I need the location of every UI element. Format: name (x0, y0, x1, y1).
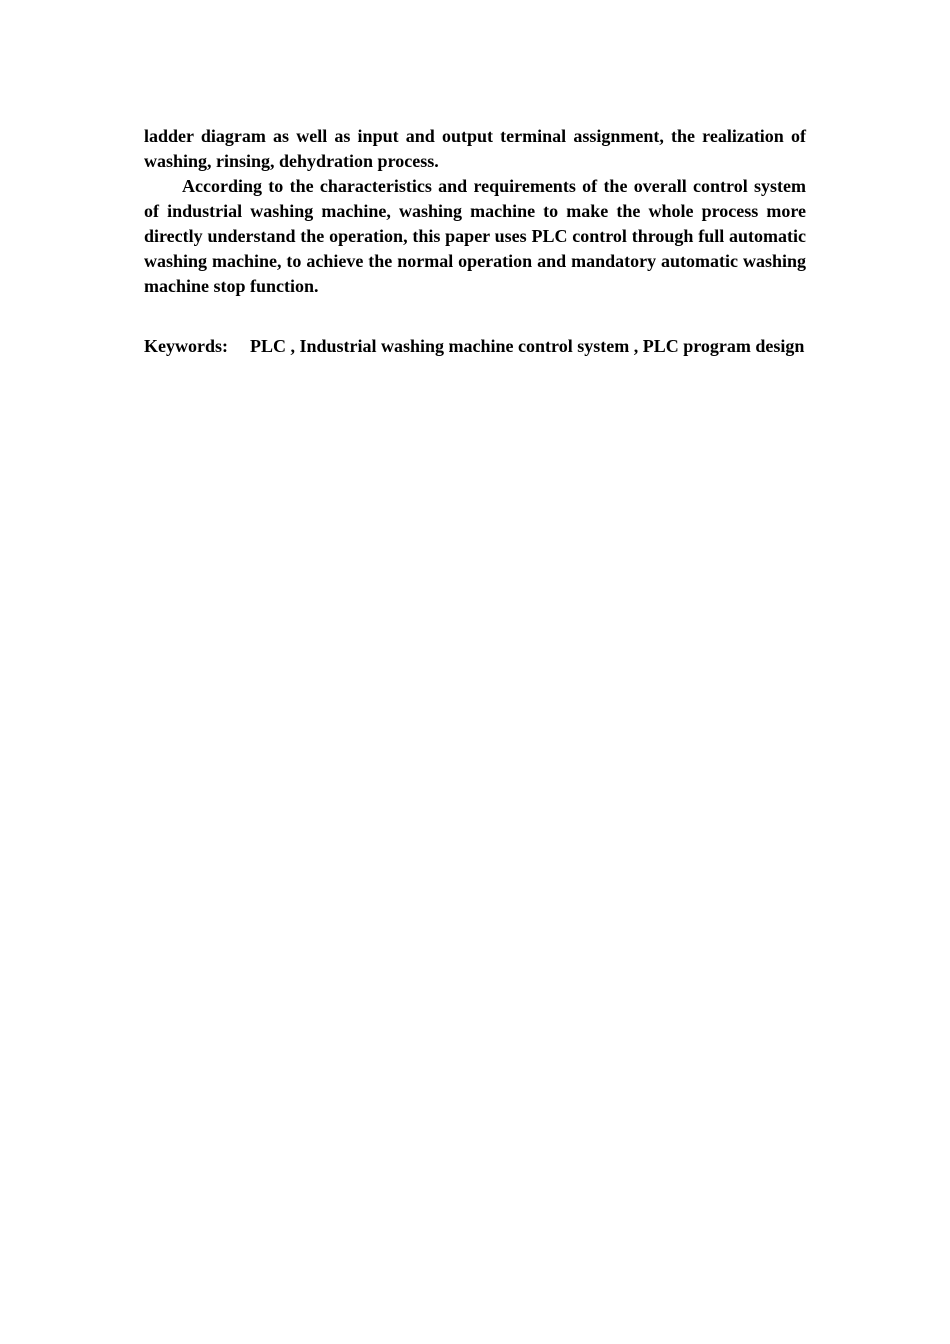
abstract-paragraph: According to the characteristics and requirements of the overall control system of industrial washing machine, washing machine to make the whole process more directly understand the operation, this paper uses PLC control through full automatic washing machine, to achieve the normal operation and mandatory automatic washing machine stop function. (144, 176, 806, 296)
keywords-text: PLC , Industrial washing machine control system , PLC program design (250, 336, 805, 356)
abstract-section (144, 124, 806, 359)
keywords-label: Keywords: (144, 336, 228, 356)
keywords-line (144, 334, 806, 359)
abstract-paragraph-continued: ladder diagram as well as input and output terminal assignment, the realization of washing, rinsing, dehydration process. (144, 126, 806, 171)
